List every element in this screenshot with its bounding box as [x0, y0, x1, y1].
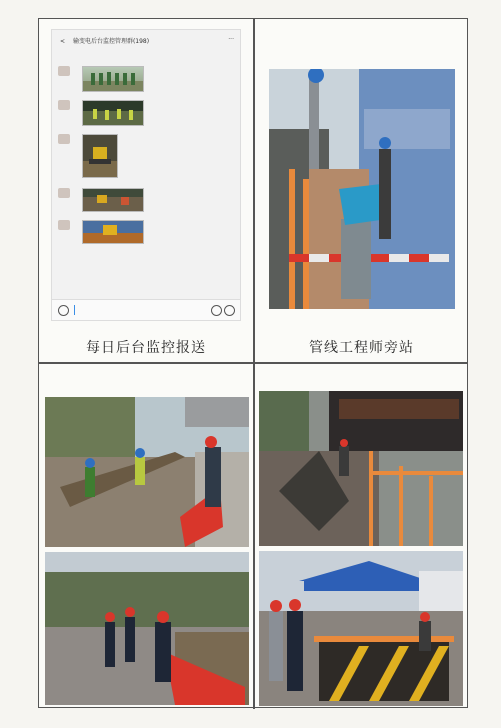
trench-workers-scene — [45, 397, 249, 547]
back-icon: < — [60, 38, 66, 45]
chat-title-row — [60, 36, 149, 45]
photo-street-workers — [45, 552, 249, 705]
street-workers-scene — [45, 552, 249, 705]
voice-icon — [58, 305, 69, 316]
machinery-photo — [83, 221, 143, 243]
chat-photo — [82, 220, 144, 244]
engineer-standby-scene — [269, 69, 455, 309]
emoji-icon — [211, 305, 222, 316]
chat-photo — [82, 134, 118, 178]
chat-title: 输变电后台监控管理群(198) — [72, 38, 150, 45]
excavator-photo — [83, 135, 117, 177]
photo-tent-site — [259, 551, 463, 706]
input-cursor — [74, 305, 75, 315]
workers-group-photo — [83, 67, 143, 91]
avatar — [58, 188, 70, 198]
avatar — [58, 220, 70, 230]
chat-screenshot — [51, 29, 241, 321]
photo-street-excavation — [259, 391, 463, 546]
chat-photo — [82, 188, 144, 212]
tent-site-scene — [259, 551, 463, 706]
photo-engineer-standby — [269, 69, 455, 309]
divider-vertical-top — [253, 19, 255, 362]
plus-icon — [224, 305, 235, 316]
more-icon: ··· — [228, 36, 234, 43]
chat-input-bar — [52, 299, 240, 320]
caption-engineer-standby: 管线工程师旁站 — [309, 340, 414, 356]
avatar — [58, 134, 70, 144]
avatar — [58, 100, 70, 110]
site-photo — [83, 101, 143, 125]
street-excavation-scene — [259, 391, 463, 546]
caption-daily-report: 每日后台监控报送 — [86, 340, 206, 356]
chat-header — [60, 36, 234, 45]
chat-photo — [82, 66, 144, 92]
avatar — [58, 66, 70, 76]
document-sheet — [38, 18, 468, 708]
trench-photo — [83, 189, 143, 211]
chat-photo — [82, 100, 144, 126]
divider-vertical-bottom — [253, 362, 255, 709]
photo-trench-workers — [45, 397, 249, 547]
